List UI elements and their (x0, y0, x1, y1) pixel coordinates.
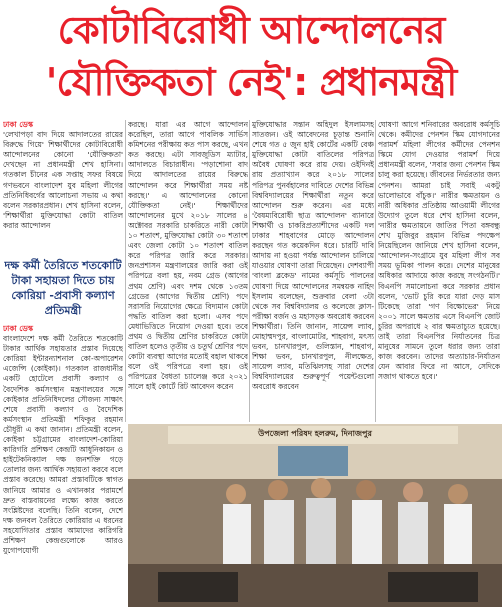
story-text: মুক্তিযোদ্ধার সন্তান অহিদুল ইসলামসহ সাতজন। ওই আবেদনের চূড়ান্ত শুনানি শেষে গত ৫ জুন হাই কোর্টের একটি বেঞ্চ মুক্তিযোদ্ধা কোটা বাতিলের পরিপত্র অবৈধ ঘোষণা করে রায় দেয়। ওইদিনই রায় প্রত্যাখ্যান করে ২০১৮ সালের পরিপত্র পুনর্বহালের দাবিতে দেশের বিভিন্ন বিশ্ববিদ্যালয়ের শিক্ষার্থীরা নতুন করে আন্দোলন শুরু করেন। এর মধ্যে 'বৈষম্যবিরোধী ছাত্র আন্দোলন' ব্যানারে শিক্ষার্থী ও চাকরিপ্রত্যাশীদের একটি দল ঢাকার শাহবাগের মোড়ে আন্দোলন করছেন গত কয়েকদিন ধরে। চারটি দাবি আদায় না হওয়া পর্যন্ত আন্দোলন চালিয়ে যাওয়ার ঘোষণা তারা দিয়েছেন। দেশব্যাপী 'বাংলা ব্লকেড' নামের কর্মসূচি পালনের ঘোষণা দিয়ে আন্দোলনের সমন্বয়ক নাহিদ ইসলাম বলেছেন, শুক্রবার বেলা ৩টা থেকে সব বিশ্ববিদ্যালয় ও কলেজে ক্লাস-পরীক্ষা বর্জন ও মহাসড়ক অবরোধ করবেন শিক্ষার্থীরা। তিনি জানান, সায়েন্স ল্যাব, মোহাম্মদপুর, বাংলামোটর, শাহবাগ, মৎস্য ভবন, চানখারপুল, গুলিস্তান, শাহবাগ, শিক্ষা ভবন, চানখারপুল, নীলক্ষেত, সায়েন্স ল্যাব, মতিঝিলসহ সারা দেশের বিশ্ববিদ্যালয়ের শুরুত্বপূর্ণ পয়েন্টগুলো অবরোধ করবেন (252, 120, 374, 392)
headline-line-2: 'যৌক্তিকতা নেই': প্রধানমন্ত্রী (45, 60, 457, 104)
main-story-column-2 (128, 120, 248, 420)
side-dept-label: ঢাকা ডেস্ক (3, 324, 33, 333)
story-text: ঘোষণা আগে শনিবারের অবরোধ কর্মসূচি থেকে। কমীদের পেনশন স্কিম যোগদানের পরামর্শ মহিলা লীগের কর্মীদের পেনশন স্কিমে যোগ দেওয়ার পরামর্শ দিয়ে প্রধানমন্ত্রী বলেন, 'সবার জন্য পেনশন স্কিম চালু করা হয়েছে। জীবনের নির্ভরতার জন্য পেনশন। আমরা চাই সবাই একটু ভালোভাবে বাঁচুক।' নারীর ক্ষমতায়ন ও নারী অধিকার প্রতিষ্ঠায় আওয়ামী লীগের উদ্যোগ তুলে ধরে শেখ হাসিনা বলেন, 'নারীর ক্ষমতায়নে জাতির পিতা বঙ্গবন্ধু শেখ মুজিবুর রহমান বিভিন্ন পদক্ষেপ নিয়েছিলেন জানিয়ে শেখ হাসিনা বলেন, 'আন্দোলন-সংগ্রামে যুব মহিলা লীগ সব সময় ভূমিকা পালন করে। দেশের মানুষের অধিকার আদায়ে কাজ করছে সংগঠনটি।' বিএনপি সমালোচনা করে সরকার প্রধান বলেন, 'ভোট চুরি করে যারা দেড় মাস টিকেছে তারা 'গণ বিক্ষোভের' নিয়ে ২০০১ সালে ক্ষমতায় এসে বিএনপি জোট চুরির অপরাধে ২ বার ক্ষমতাচ্যুত হয়েছে। তাই তারা বিএনপির নির্যাতনের চিত্র মানুষের সামনে তুলে ধরার জন্য তারা কাজ করবেন। তাদের অত্যাচার-নির্যাতন যেন আবার ফিরে না আসে, সেদিকে সজাগ থাকতে হবে।' (378, 120, 500, 382)
headline-line-1: কোটাবিরোধী আন্দোলনের (57, 8, 445, 52)
main-story-column-3 (252, 120, 374, 420)
main-story-column-1 (3, 120, 123, 256)
photo-banner-text: উপজেলা পরিষদ হলরুম, দিনাজপুর (258, 429, 372, 438)
column-divider (375, 120, 376, 422)
headline (0, 0, 502, 110)
story-text: করছে। যারা এর আগে আন্দোলন করেছিল, তারা আগে পাবলিক সার্ভিস কমিশনের পরীক্ষায় কত পাস করছে, এখন কত করছে। এটা সাবজুডিস ম্যাটার, আদালতে বিচারাধীন। 'পড়াশোনা বাদ দিয়ে আদালতের রায়ের বিরুদ্ধে আন্দোলন করে শিক্ষার্থীরা সময় নষ্ট করছে।' এ আন্দোলনের কোনো যৌক্তিকতা নেই।' শিক্ষার্থীদের আন্দোলনের মুখে ২০১৮ সালের ৪ অক্টোবর সরকারি চাকরিতে নারী কোটা ১০ শতাংশ, মুক্তিযোদ্ধা কোটা ৩০ শতাংশ এবং জেলা কোটা ১০ শতাংশ বাতিল করে পরিপত্র জারি করে সরকার। জনপ্রশাসন মন্ত্রণালয়ের জারি করা ওই পরিপত্রে বলা হয়, নবম গ্রেড (আগের প্রথম শ্রেণি) এবং দশম থেকে ১৩তম গ্রেডের (আগের দ্বিতীয় শ্রেণি) পদে সরাসরি নিয়োগের ক্ষেত্রে বিদ্যমান কোটা পদ্ধতি বাতিল করা হলো। এসব পদে মেধাভিত্তিতে নিয়োগ দেওয়া হবে। তবে প্রথম ও দ্বিতীয় শ্রেণির চাকরিতে কোটা বাতিল হলেও তৃতীয় ও চতুর্থ শ্রেণির পদে কোটা ব্যবস্থা আগের মতোই বহাল থাকবে বলে ওই পরিপত্রে বলা হয়। ওই পরিপত্রের বৈধতা চ্যালেঞ্জ করে ২০২১ সালে হাই কোর্টে রিট আবেদন করেন (128, 120, 248, 392)
dept-label: ঢাকা ডেস্ক (3, 120, 33, 129)
column-divider (125, 120, 126, 422)
photo-illustration (128, 424, 502, 607)
event-photo (128, 424, 502, 607)
main-story-column-4 (378, 120, 500, 420)
side-story-body (3, 324, 123, 604)
column-divider (249, 120, 250, 422)
side-story-text: বাংলাদেশে দক্ষ কর্মী তৈরিতে শতকোটি টাকার আর্থিক সহায়তার প্রস্তাব দিয়েছে কোরিয়া ইন্টারন্যাশনাল কো-অপারেশন এজেন্সি (কোইকা)। গতকাল রাজধানীর একটি হোটেলে প্রবাসী কল্যাণ ও বৈদেশিক কর্মসংস্থান মন্ত্রণালয়ের সঙ্গে কোইকার প্রতিনিধিদলের সৌজন্য সাক্ষাৎ শেষে প্রবাসী কল্যাণ ও বৈদেশিক কর্মসংস্থান প্রতিমন্ত্রী শফিকুর রহমান চৌধুরী এ কথা জানান। প্রতিমন্ত্রী বলেন, কোইকা চট্টগ্রামের বাংলাদেশ-কোরিয়া কারিগরি প্রশিক্ষণ কেন্দ্রটি আধুনিকায়ন ও হাইটেকনিক্যাল দক্ষ জনশক্তি গড়ে তোলার জন্য আর্থিক সহায়তা করবে বলে প্রস্তাব করেছে। আমরা প্রস্তাবটিকে স্বাগত জানিয়ে আমার ও এখানকার পরামর্শে দ্রুত বাস্তবায়নের লক্ষ্যে কাজ করতে সংশ্লিষ্টদের বলেছি। তিনি বলেন, দেশে দক্ষ জনবল তৈরিতে কোরিয়ার এ ধরনের সহযোগিতার প্রস্তাব আমাদের কারিগরি প্রশিক্ষণ কেন্দ্রগুলোকে আরও যুগোপযোগী (3, 334, 123, 556)
story-text: 'লেখাপড়া বাদ দিয়ে আদালতের রায়ের বিরুদ্ধে গিয়ে' শিক্ষার্থীদের কোটাবিরোধী আন্দোলনের কোনো 'যৌক্তিকতা' দেখছেন না প্রধানমন্ত্রী শেখ হাসিনা। গতকাল চীনের এক সপ্তাহ সফর বিষয়ে গণভবনে বাংলাদেশ যুব মহিলা লীগের প্রতিনিধিবর্গের আলোচনা সভায় এ কথা বলেন সরকারপ্রধান। শেখ হাসিনা বলেন, 'শিক্ষার্থীরা মুক্তিযোদ্ধা কোটা বাতিল করার আন্দোলন (3, 130, 123, 230)
side-story-headline: দক্ষ কর্মী তৈরিতে শতকোটি টাকা সহায়তা দিতে চায় কোরিয়া -প্রবাসী কল্যাণ প্রতিমন্ত্রী (4, 259, 122, 317)
